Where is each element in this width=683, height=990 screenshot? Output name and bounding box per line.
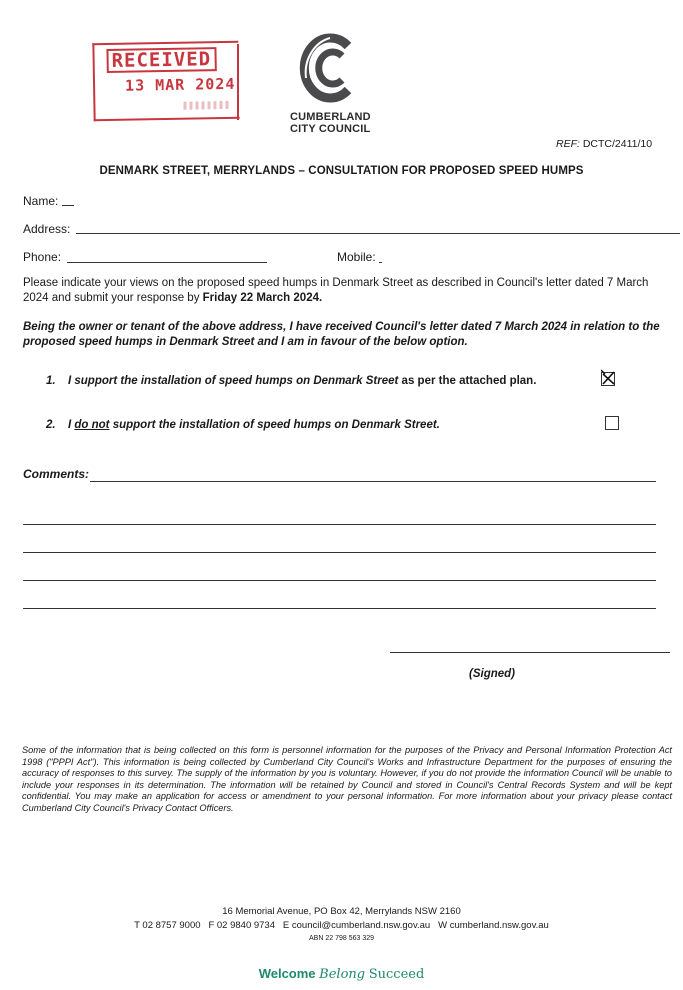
phone-label: Phone: (23, 250, 62, 264)
comments-label: Comments: (23, 467, 90, 481)
ref-value: DCTC/2411/10 (582, 138, 653, 150)
instructions-text: Please indicate your views on the proposed speed humps in Denmark Street as described in Council's letter dated 7 March 2024 and submit your response by (23, 277, 649, 304)
comments-line-4[interactable] (23, 580, 656, 581)
option-2-text-b: support the installation of speed humps on Denmark Street. (109, 419, 440, 431)
deadline: Friday 22 March 2024. (202, 292, 323, 304)
footer-contact: T 02 8757 9000 F 02 9840 9734 E council@cumberland.nsw.gov.au W cumberland.nsw.gov.au (134, 920, 549, 931)
mobile-field[interactable] (379, 262, 382, 263)
option-1-text-b: as per the attached plan. (398, 375, 537, 387)
comments-line-5[interactable] (23, 608, 656, 609)
council-name-line1: CUMBERLAND (290, 111, 371, 123)
council-name-line2: CITY COUNCIL (290, 123, 371, 135)
received-stamp (92, 41, 239, 122)
council-name (290, 111, 371, 135)
footer-abn: ABN 22 798 563 329 (309, 935, 374, 942)
declaration: Being the owner or tenant of the above address, I have received Council's letter dated 7 March 2024 in relation to the proposed speed humps in Denmark Street and I am in favour of the below option. (23, 321, 660, 348)
signature-line[interactable] (390, 652, 670, 653)
ref-label: REF: (556, 138, 580, 150)
checkmark-x-icon (601, 368, 617, 386)
footer-address: 16 Memorial Avenue, PO Box 42, Merrylands NSW 2160 (222, 906, 461, 917)
signed-label: (Signed) (469, 668, 515, 680)
name-label: Name: (23, 194, 59, 208)
tagline-succeed: Succeed (368, 967, 425, 982)
mobile-label: Mobile: (337, 250, 376, 264)
tagline-welcome: Welcome (258, 966, 316, 981)
phone-field[interactable] (67, 262, 267, 263)
address-field[interactable] (76, 233, 680, 234)
option-2-number: 2. (46, 419, 56, 431)
privacy-notice: Some of the information that is being collected on this form is personnel information for the purposes of the Privacy and Personal Information Protection Act 1998 ("PPPI Act"). This information is being collected by Cumberland City Council's Works and Infrastructure Department for the purposes of ensuring the accuracy of responses to this survey. The supply of the information by you is voluntary. However, if you do not provide the information Council will be unable to include your responses in its determination. The information will be retained by Council and stored in Council's Central Records System and will be kept confidential. You may make an application for access or amendment to your personal information. For more information about your privacy please contact Cumberland City Council's Privacy Contact Officers. (22, 745, 672, 813)
comments-line-2[interactable] (23, 524, 656, 525)
option-2-text-a: I (68, 419, 75, 431)
option-1-text-a: I support the installation of speed humps on Denmark Street (68, 375, 399, 387)
option-2-text-underlined: do not (74, 419, 110, 431)
page-title: DENMARK STREET, MERRYLANDS – CONSULTATION FOR PROPOSED SPEED HUMPS (99, 165, 584, 177)
tagline-belong: Belong (319, 967, 366, 982)
option-1-number: 1. (46, 375, 56, 387)
stamp-border (237, 44, 239, 120)
option-2-checkbox[interactable] (605, 416, 619, 430)
option-1-text (68, 375, 536, 387)
option-1-checkbox[interactable] (601, 372, 615, 386)
comments-line-1[interactable] (90, 481, 656, 482)
option-2-text (68, 419, 440, 431)
stamp-smudge (183, 101, 231, 110)
stamp-date: 13 MAR 2024 (124, 74, 236, 95)
instructions (23, 276, 673, 306)
tagline (0, 966, 683, 982)
stamp-received-text: RECEIVED (106, 47, 216, 73)
cumberland-c-logo-icon (296, 28, 358, 113)
address-label: Address: (23, 222, 71, 236)
name-field[interactable] (62, 205, 74, 206)
reference (556, 138, 652, 150)
comments-line-3[interactable] (23, 552, 656, 553)
